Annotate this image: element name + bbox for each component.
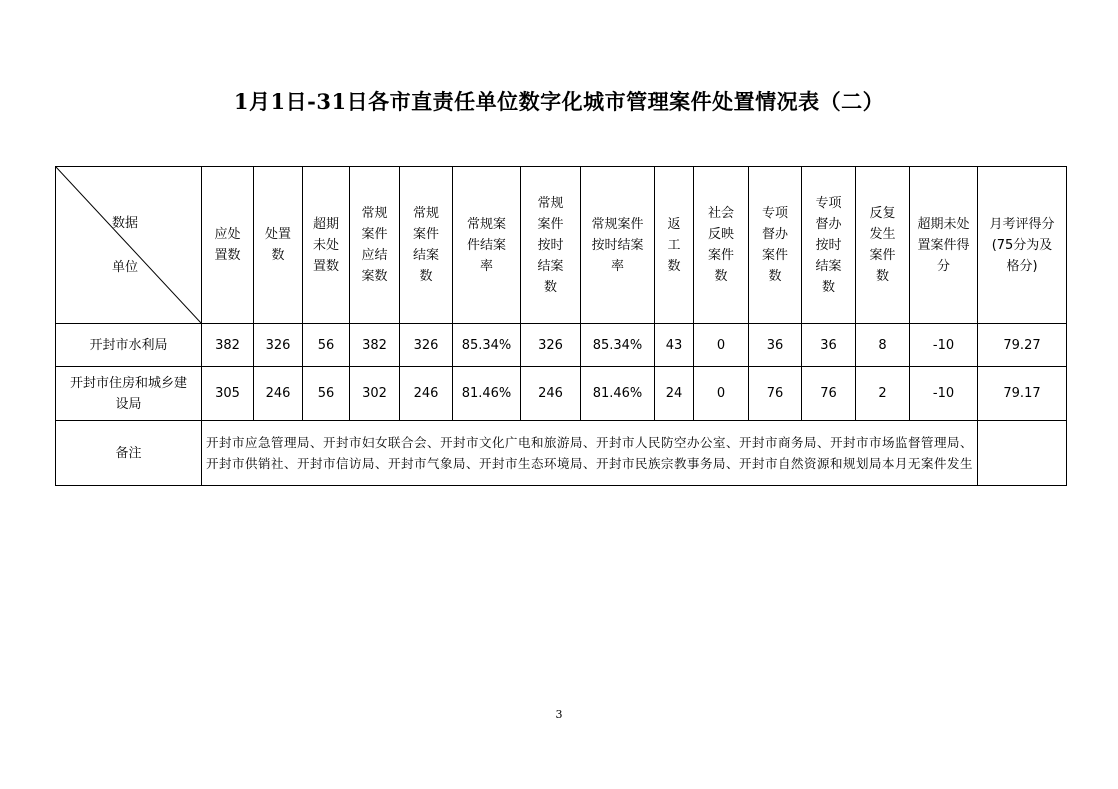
cell: 382 [350, 324, 400, 367]
col-header: 常规案件按时结案数 [521, 167, 581, 324]
cell: 56 [303, 367, 350, 421]
cell: 246 [400, 367, 453, 421]
case-handling-table [55, 166, 1067, 486]
col-header: 专项督办案件数 [749, 167, 802, 324]
cell: 246 [521, 367, 581, 421]
col-header: 返工数 [655, 167, 694, 324]
cell: 85.34% [453, 324, 521, 367]
unit-name: 开封市住房和城乡建设局 [56, 367, 202, 421]
cell: 76 [802, 367, 856, 421]
cell: 81.46% [453, 367, 521, 421]
cell: 302 [350, 367, 400, 421]
cell: 85.34% [581, 324, 655, 367]
col-header: 专项督办按时结案数 [802, 167, 856, 324]
table-row [56, 324, 1067, 367]
cell: 326 [400, 324, 453, 367]
page-number: 3 [555, 708, 563, 721]
note-label: 备注 [56, 421, 202, 486]
cell: -10 [910, 367, 978, 421]
cell: 36 [749, 324, 802, 367]
col-header: 常规案件按时结案率 [581, 167, 655, 324]
cell: 382 [202, 324, 254, 367]
cell: 0 [694, 367, 749, 421]
note-empty-cell [978, 421, 1067, 486]
diag-label-unit: 单位 [112, 260, 139, 275]
cell: 326 [521, 324, 581, 367]
cell: 246 [254, 367, 303, 421]
col-header: 月考评得分(75分为及格分) [978, 167, 1067, 324]
note-text: 开封市应急管理局、开封市妇女联合会、开封市文化广电和旅游局、开封市人民防空办公室、开封市商务局、开封市市场监督管理局、开封市供销社、开封市信访局、开封市气象局、开封市生态环境局、开封市民族宗教事务局、开封市自然资源和规划局本月无案件发生 [202, 421, 978, 486]
cell: 0 [694, 324, 749, 367]
header-row [56, 167, 1067, 324]
cell: 79.17 [978, 367, 1067, 421]
page-title: 1月1日-31日各市直责任单位数字化城市管理案件处置情况表（二） [233, 89, 885, 114]
cell: 81.46% [581, 367, 655, 421]
col-header: 超期未处置数 [303, 167, 350, 324]
col-header: 社会反映案件数 [694, 167, 749, 324]
cell: 326 [254, 324, 303, 367]
note-row [56, 421, 1067, 486]
diag-label-data: 数据 [112, 216, 139, 231]
col-header: 超期未处置案件得分 [910, 167, 978, 324]
table-row [56, 367, 1067, 421]
cell: 24 [655, 367, 694, 421]
cell: 8 [856, 324, 910, 367]
diagonal-header-cell [56, 167, 202, 324]
diagonal-line [56, 167, 201, 323]
cell: 43 [655, 324, 694, 367]
col-header: 常规案件应结案数 [350, 167, 400, 324]
cell: 305 [202, 367, 254, 421]
cell: 79.27 [978, 324, 1067, 367]
cell: 2 [856, 367, 910, 421]
col-header: 常规案件结案数 [400, 167, 453, 324]
col-header: 应处置数 [202, 167, 254, 324]
cell: 56 [303, 324, 350, 367]
col-header: 反复发生案件数 [856, 167, 910, 324]
cell: -10 [910, 324, 978, 367]
cell: 76 [749, 367, 802, 421]
col-header: 处置数 [254, 167, 303, 324]
col-header: 常规案件结案率 [453, 167, 521, 324]
unit-name: 开封市水利局 [56, 324, 202, 367]
cell: 36 [802, 324, 856, 367]
